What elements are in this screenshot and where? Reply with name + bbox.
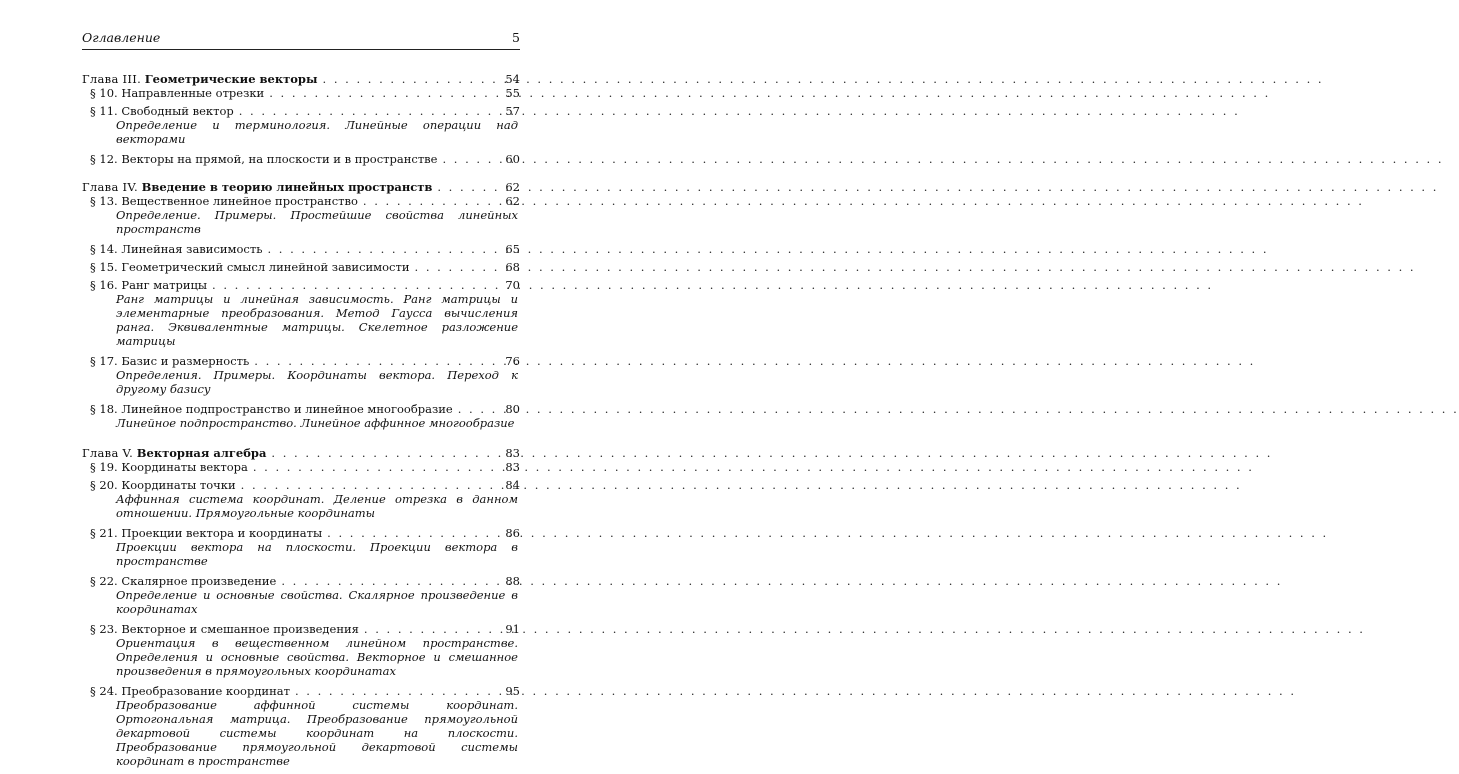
running-head xyxy=(82,30,520,50)
dot-leader xyxy=(239,107,497,115)
entry-page-number: 84 xyxy=(505,478,520,492)
chapter-label xyxy=(82,446,266,460)
entry-page-number: 83 xyxy=(505,460,520,474)
entry-page-number: 70 xyxy=(505,278,520,292)
toc-section-entry[interactable] xyxy=(82,260,520,274)
section-title: § 13. Вещественное линейное пространство xyxy=(90,194,358,208)
toc-section-entry[interactable] xyxy=(82,478,520,492)
dot-leader xyxy=(212,281,497,289)
chapter-number: Глава IV. xyxy=(82,180,138,194)
section-title: § 11. Свободный вектор xyxy=(90,104,234,118)
entry-page-number: 91 xyxy=(505,622,520,636)
dot-leader xyxy=(415,263,497,271)
entry-spacer xyxy=(82,770,520,774)
dot-leader xyxy=(323,75,497,83)
entry-page-number: 62 xyxy=(505,180,520,194)
section-title: § 10. Направленные отрезки xyxy=(90,86,265,100)
section-title: § 12. Векторы на прямой, на плоскости и в пространстве xyxy=(90,152,438,166)
section-title: § 20. Координаты точки xyxy=(90,478,236,492)
section-subtopics: Проекции вектора на плоскости. Проекции вектора в пространстве xyxy=(116,540,518,568)
entry-page-number: 55 xyxy=(505,86,520,100)
section-title: § 16. Ранг матрицы xyxy=(90,278,208,292)
dot-leader xyxy=(363,197,497,205)
chapter-label xyxy=(82,72,318,86)
dot-leader xyxy=(241,481,497,489)
section-title: § 17. Базис и размерность xyxy=(90,354,250,368)
entry-page-number: 76 xyxy=(505,354,520,368)
entry-page-number: 83 xyxy=(505,446,520,460)
toc-chapter-entry[interactable] xyxy=(82,180,520,194)
entry-page-number: 86 xyxy=(505,526,520,540)
dot-leader xyxy=(271,449,497,457)
dot-leader xyxy=(253,463,497,471)
toc-section-entry[interactable] xyxy=(82,354,520,368)
section-subtopics: Ранг матрицы и линейная зависимость. Ранг матрицы и элементарные преобразования. Метод Гаусса вычисления ранга. Эквивалентные матрицы. Скелетное разложение матрицы xyxy=(116,292,518,348)
section-title: § 18. Линейное подпространство и линейное многообразие xyxy=(90,402,453,416)
section-title: § 19. Координаты вектора xyxy=(90,460,248,474)
section-subtopics: Определение и основные свойства. Скалярное произведение в координатах xyxy=(116,588,518,616)
dot-leader xyxy=(364,625,497,633)
toc-chapter-entry[interactable] xyxy=(82,446,520,460)
section-subtopics: Определения. Примеры. Координаты вектора. Переход к другому базису xyxy=(116,368,518,396)
chapter-number: Глава III. xyxy=(82,72,142,86)
entry-page-number: 54 xyxy=(505,72,520,86)
entry-page-number: 65 xyxy=(505,242,520,256)
page-number: 5 xyxy=(512,30,520,45)
entry-page-number: 60 xyxy=(505,152,520,166)
dot-leader xyxy=(327,529,497,537)
toc-section-entry[interactable] xyxy=(82,86,520,100)
section-title: § 14. Линейная зависимость xyxy=(90,242,263,256)
toc-section-entry[interactable] xyxy=(82,622,520,636)
section-title: § 15. Геометрический смысл линейной зависимости xyxy=(90,260,410,274)
toc-chapter-entry[interactable] xyxy=(82,72,520,86)
toc-section-entry[interactable] xyxy=(82,194,520,208)
section-subtopics: Ориентация в вещественном линейном пространстве. Определения и основные свойства. Векторное и смешанное произведения в прямоугольных координатах xyxy=(116,636,518,678)
toc-section-entry[interactable] xyxy=(82,526,520,540)
entry-page-number: 95 xyxy=(505,684,520,698)
dot-leader xyxy=(269,89,497,97)
chapter-spacer xyxy=(82,170,520,180)
toc-section-entry[interactable] xyxy=(82,574,520,588)
section-subtopics: Определение и терминология. Линейные операции над векторами xyxy=(116,118,518,146)
section-subtopics: Аффинная система координат. Деление отрезка в данном отношении. Прямоугольные координаты xyxy=(116,492,518,520)
chapter-title: Введение в теорию линейных пространств xyxy=(141,180,433,194)
toc-section-entry[interactable] xyxy=(82,278,520,292)
toc-section-entry[interactable] xyxy=(82,684,520,698)
section-title: § 22. Скалярное произведение xyxy=(90,574,277,588)
dot-leader xyxy=(254,357,497,365)
dot-leader xyxy=(442,155,497,163)
entry-page-number: 68 xyxy=(505,260,520,274)
chapter-title: Геометрические векторы xyxy=(144,72,318,86)
section-title: § 21. Проекции вектора и координаты xyxy=(90,526,323,540)
toc-section-entry[interactable] xyxy=(82,242,520,256)
entry-page-number: 57 xyxy=(505,104,520,118)
toc-section-entry[interactable] xyxy=(82,460,520,474)
chapter-number: Глава V. xyxy=(82,446,134,460)
entry-page-number: 80 xyxy=(505,402,520,416)
toc-section-entry[interactable] xyxy=(82,402,520,416)
entry-page-number: 62 xyxy=(505,194,520,208)
dot-leader xyxy=(267,245,497,253)
chapter-title: Векторная алгебра xyxy=(136,446,267,460)
dot-leader xyxy=(295,687,497,695)
section-subtopics: Преобразование аффинной системы координат. Ортогональная матрица. Преобразование прямоугольной декартовой системы координат на плоскости. Преобразование прямоугольной декартовой системы координат в пространстве xyxy=(116,698,518,768)
table-of-contents xyxy=(82,72,520,774)
entry-page-number: 88 xyxy=(505,574,520,588)
chapter-label xyxy=(82,180,432,194)
dot-leader xyxy=(458,405,497,413)
section-title: § 24. Преобразование координат xyxy=(90,684,290,698)
dot-leader xyxy=(281,577,497,585)
section-subtopics: Линейное подпространство. Линейное аффинное многообразие xyxy=(116,416,515,430)
chapter-spacer xyxy=(82,436,520,446)
section-subtopics: Определение. Примеры. Простейшие свойства линейных пространств xyxy=(116,208,518,236)
section-title: § 23. Векторное и смешанное произведения xyxy=(90,622,359,636)
running-head-title: Оглавление xyxy=(82,30,161,45)
toc-section-entry[interactable] xyxy=(82,104,520,118)
dot-leader xyxy=(437,183,497,191)
toc-section-entry[interactable] xyxy=(82,152,520,166)
